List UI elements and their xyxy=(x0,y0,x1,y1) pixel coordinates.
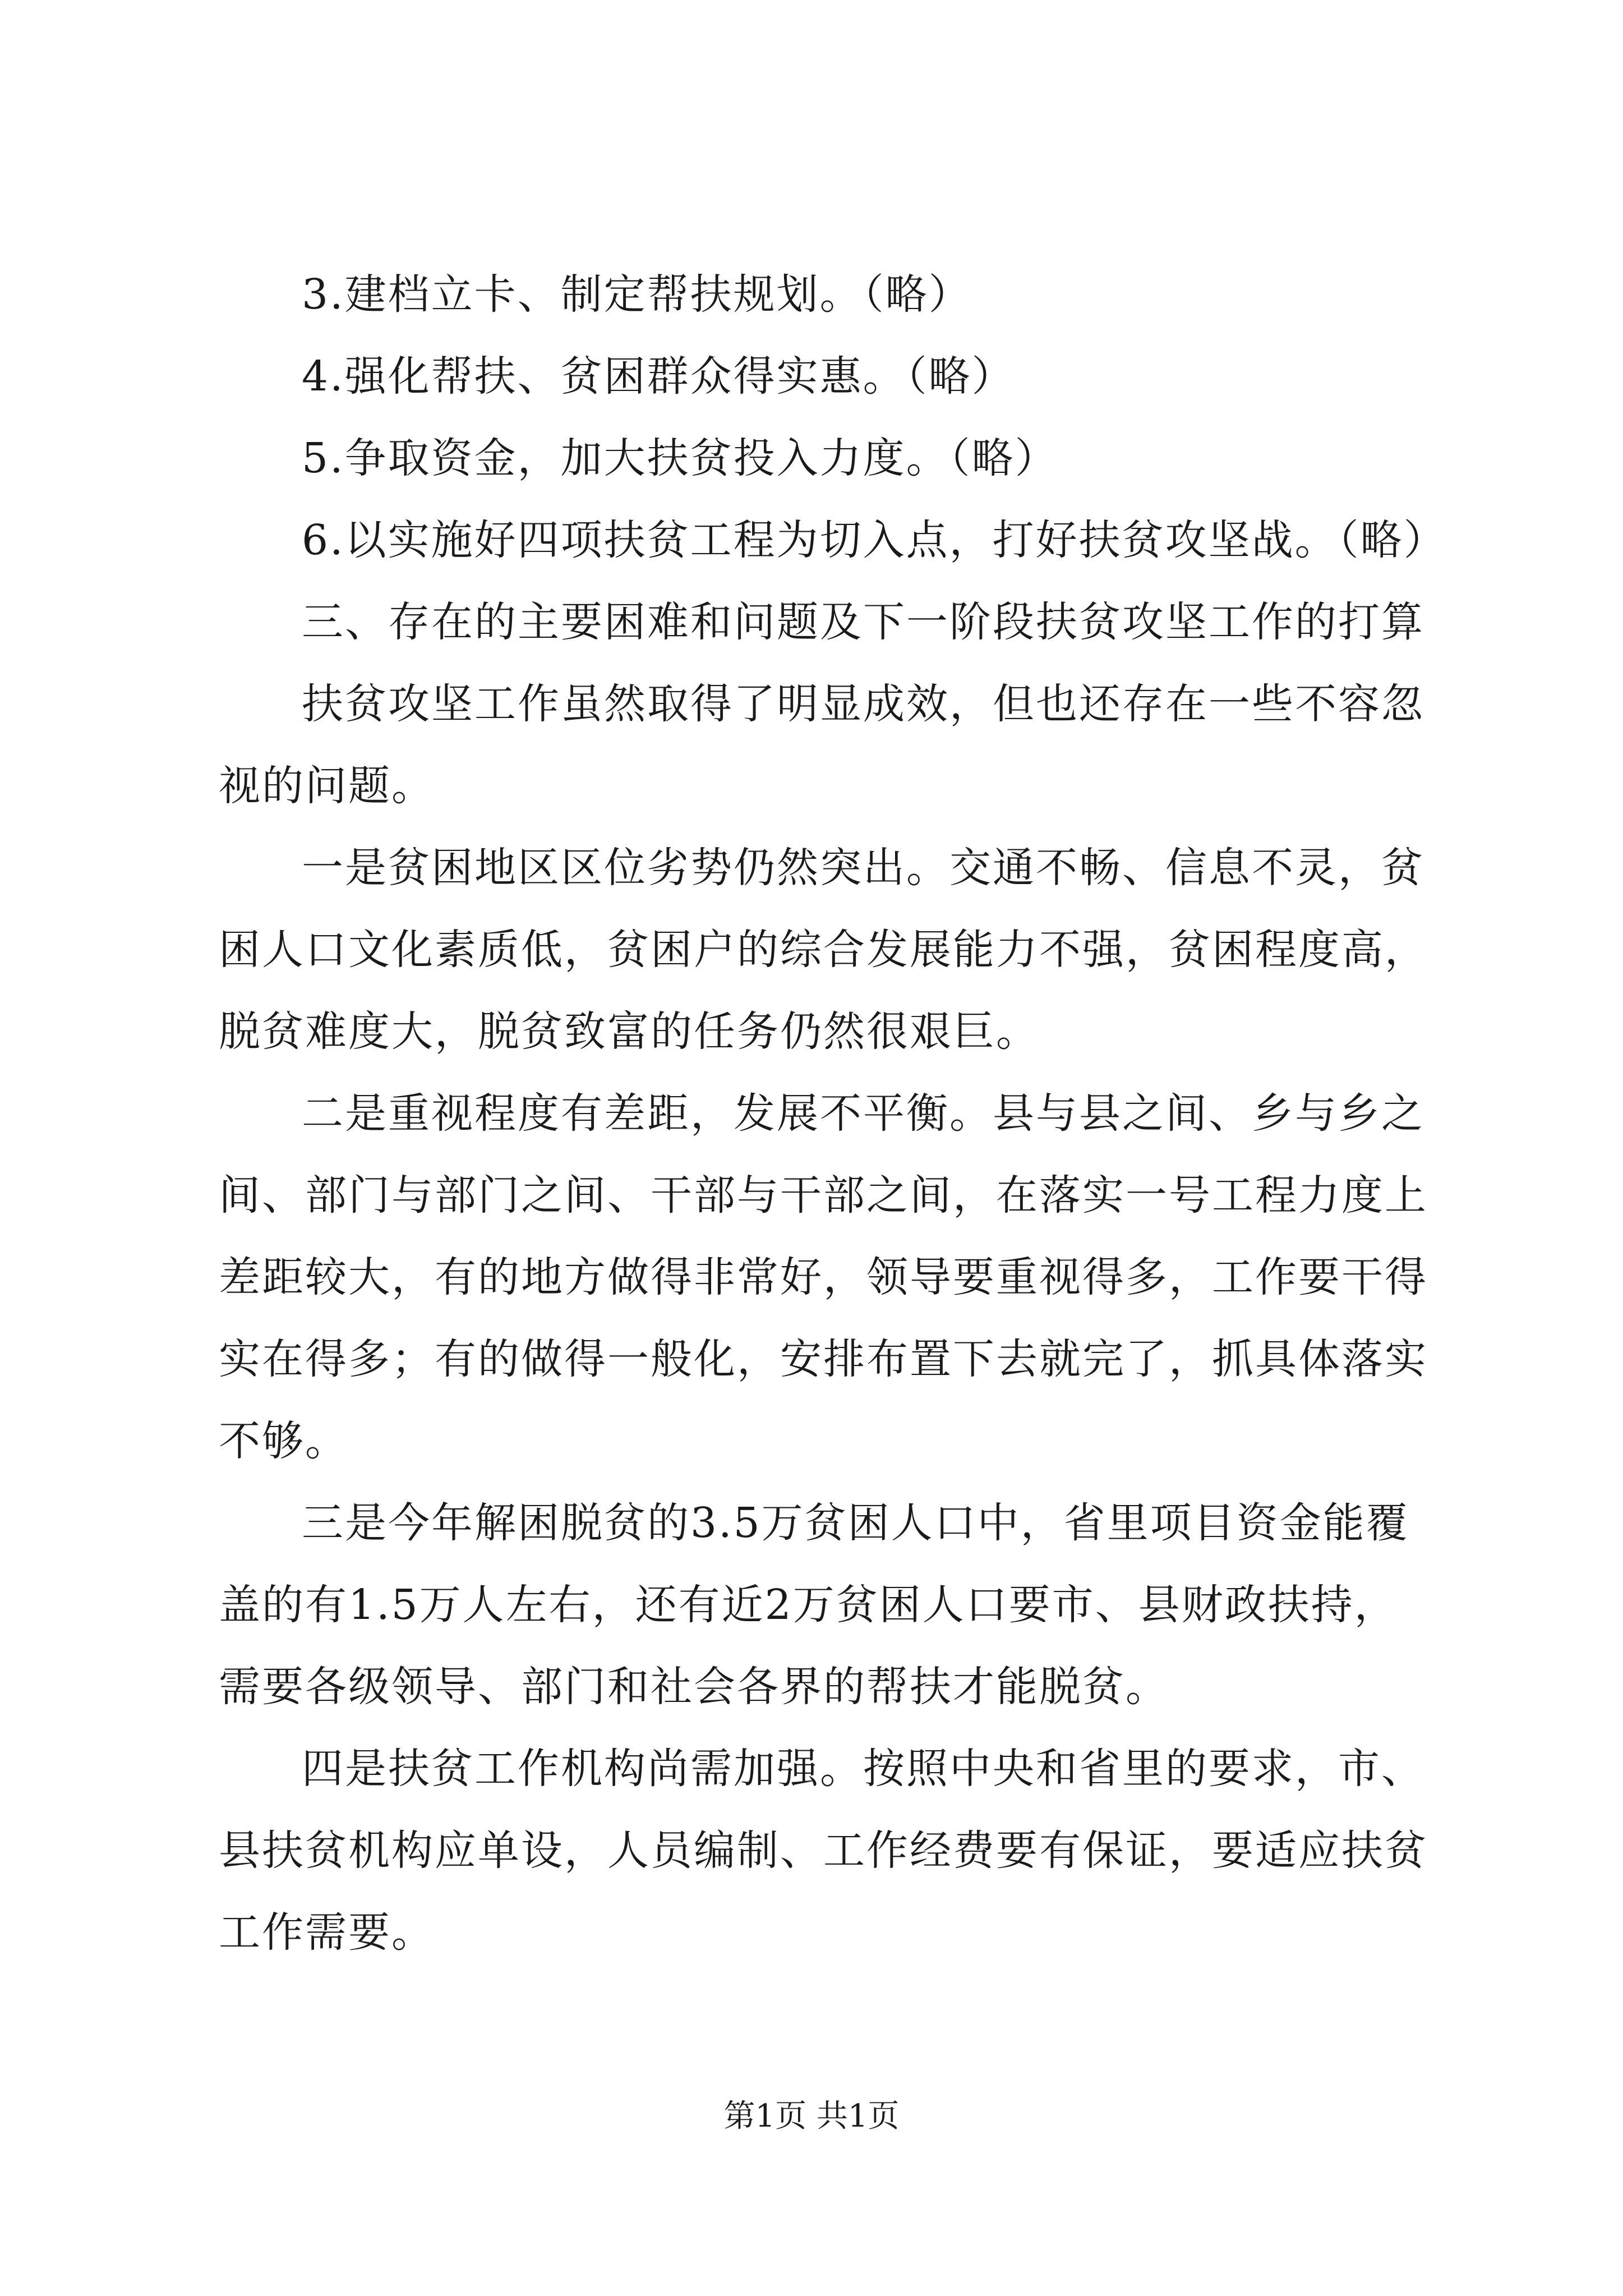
page-footer: 第1页 共1页 xyxy=(723,2098,900,2134)
para2-line: 差距较大，有的地方做得非常好，领导要重视得多，工作要干得 xyxy=(219,1253,1428,1301)
para1-line: 一是贫困地区区位劣势仍然突出。交通不畅、信息不灵，贫 xyxy=(302,844,1424,892)
para4-line: 县扶贫机构应单设，人员编制、工作经费要有保证，要适应扶贫 xyxy=(219,1826,1428,1875)
para4-line: 四是扶贫工作机构尚需加强。按照中央和省里的要求，市、 xyxy=(302,1745,1424,1793)
document-body xyxy=(219,254,1447,1973)
intro-line: 视的问题。 xyxy=(219,762,435,810)
para2-line: 不够。 xyxy=(219,1417,348,1465)
para3-line: 需要各级领导、部门和社会各界的帮扶才能脱贫。 xyxy=(219,1663,1169,1711)
list-item-4: 4.强化帮扶、贫困群众得实惠。（略） xyxy=(302,352,1015,401)
para4-line: 工作需要。 xyxy=(219,1908,435,1957)
para3-line: 三是今年解困脱贫的3.5万贫困人口中，省里项目资金能覆 xyxy=(302,1499,1409,1547)
list-item-5: 5.争取资金，加大扶贫投入力度。（略） xyxy=(302,434,1058,482)
section-heading: 三、存在的主要困难和问题及下一阶段扶贫攻坚工作的打算 xyxy=(302,598,1424,646)
para2-line: 实在得多；有的做得一般化，安排布置下去就完了，抓具体落实 xyxy=(219,1335,1428,1383)
para1-line: 脱贫难度大，脱贫致富的任务仍然很艰巨。 xyxy=(219,1007,1039,1056)
para2-line: 二是重视程度有差距，发展不平衡。县与县之间、乡与乡之 xyxy=(302,1089,1424,1138)
para3-line: 盖的有1.5万人左右，还有近2万贫困人口要市、县财政扶持， xyxy=(219,1581,1398,1629)
para2-line: 间、部门与部门之间、干部与干部之间，在落实一号工程力度上 xyxy=(219,1171,1428,1220)
list-item-3: 3.建档立卡、制定帮扶规划。（略） xyxy=(302,270,972,319)
list-item-6: 6.以实施好四项扶贫工程为切入点，打好扶贫攻坚战。（略） xyxy=(302,516,1447,564)
intro-line: 扶贫攻坚工作虽然取得了明显成效，但也还存在一些不容忽 xyxy=(302,680,1424,728)
para1-line: 困人口文化素质低，贫困户的综合发展能力不强，贫困程度高， xyxy=(219,926,1428,974)
